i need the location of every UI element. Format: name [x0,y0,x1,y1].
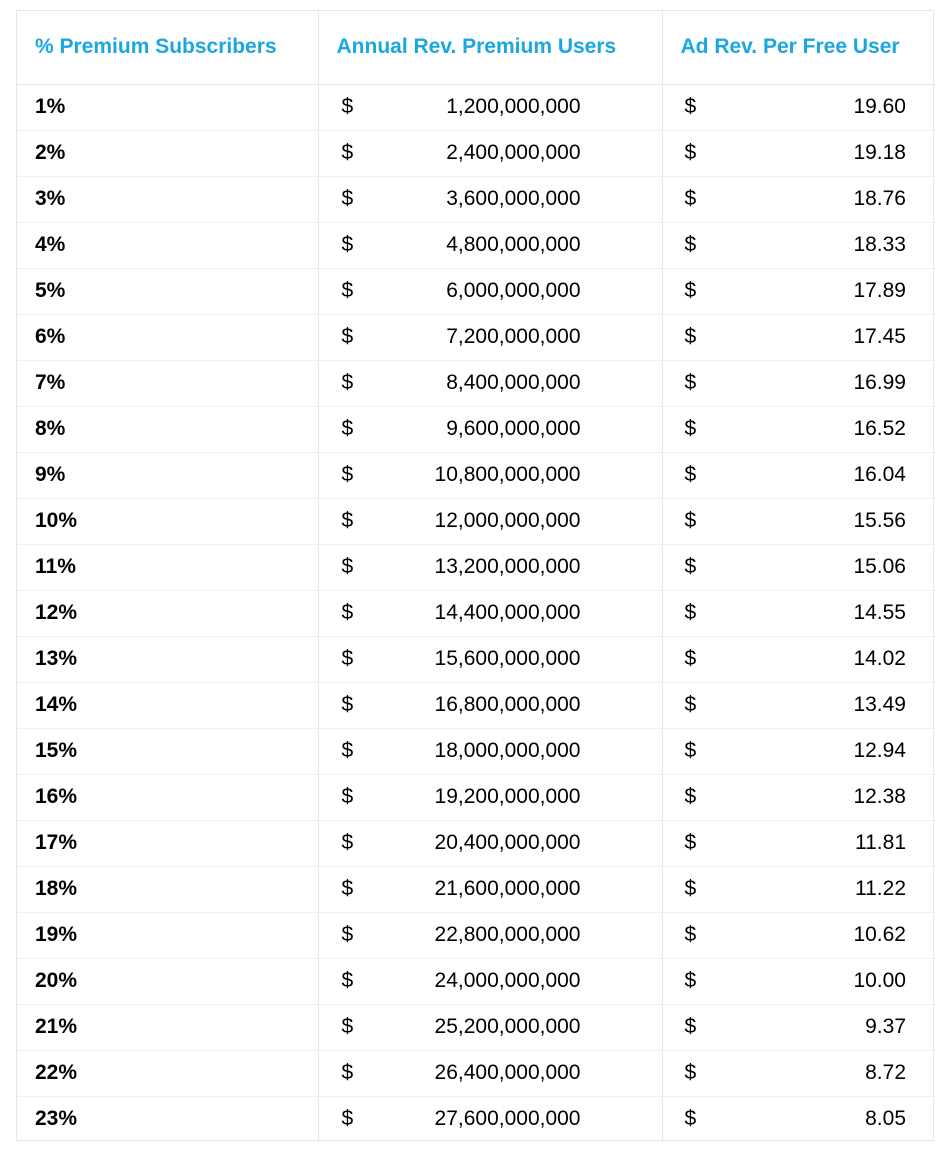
table-row [17,84,935,130]
annual-rev-cell [318,958,662,1004]
annual-rev-value [319,877,662,901]
ad-rev-amount: 15.06 [853,555,906,578]
annual-rev-amount: 15,600,000,000 [434,647,581,670]
currency-symbol: $ [341,463,354,486]
currency-symbol: $ [684,325,697,348]
ad-rev-value [663,463,936,487]
annual-rev-amount: 10,800,000,000 [434,463,581,486]
ad-rev-amount: 16.04 [853,463,906,486]
header-premium-subscribers: % Premium Subscribers [17,11,318,84]
ad-rev-amount: 18.33 [853,233,906,256]
table-row [17,544,935,590]
ad-rev-value [663,877,936,901]
currency-symbol: $ [684,95,697,118]
currency-symbol: $ [684,509,697,532]
ad-rev-value [663,325,936,349]
currency-symbol: $ [341,1015,354,1038]
ad-rev-amount: 13.49 [853,693,906,716]
ad-rev-amount: 19.18 [853,141,906,164]
ad-rev-cell [662,544,935,590]
table-row [17,1004,935,1050]
annual-rev-cell [318,360,662,406]
ad-rev-cell [662,728,935,774]
table-row [17,820,935,866]
table-body [17,84,935,1142]
annual-rev-amount: 6,000,000,000 [446,279,581,302]
annual-rev-cell [318,682,662,728]
annual-rev-value [319,555,662,579]
currency-symbol: $ [684,831,697,854]
annual-rev-amount: 21,600,000,000 [434,877,581,900]
header-ad-rev-per-free-user: Ad Rev. Per Free User [662,11,935,84]
ad-rev-amount: 8.05 [865,1107,906,1131]
currency-symbol: $ [684,877,697,900]
currency-symbol: $ [341,1107,354,1131]
annual-rev-amount: 9,600,000,000 [446,417,581,440]
premium-pct-cell: 14% [17,682,318,728]
table-row [17,222,935,268]
table-row [17,314,935,360]
annual-rev-cell [318,544,662,590]
currency-symbol: $ [341,785,354,808]
ad-rev-value [663,693,936,717]
ad-rev-cell [662,498,935,544]
ad-rev-amount: 10.62 [853,923,906,946]
annual-rev-amount: 4,800,000,000 [446,233,581,256]
premium-pct-cell: 5% [17,268,318,314]
annual-rev-amount: 16,800,000,000 [434,693,581,716]
currency-symbol: $ [341,969,354,992]
annual-rev-cell [318,1004,662,1050]
table-row [17,498,935,544]
currency-symbol: $ [341,693,354,716]
ad-rev-cell [662,1004,935,1050]
annual-rev-cell [318,130,662,176]
annual-rev-cell [318,268,662,314]
table-row [17,728,935,774]
table-row [17,406,935,452]
ad-rev-cell [662,590,935,636]
ad-rev-value [663,647,936,671]
annual-rev-value [319,279,662,303]
premium-pct-cell: 6% [17,314,318,360]
ad-rev-amount: 10.00 [853,969,906,992]
table-row [17,774,935,820]
ad-rev-cell [662,636,935,682]
ad-rev-value [663,279,936,303]
currency-symbol: $ [684,279,697,302]
currency-symbol: $ [341,555,354,578]
currency-symbol: $ [341,601,354,624]
ad-rev-cell [662,176,935,222]
annual-rev-cell [318,452,662,498]
premium-pct-cell: 8% [17,406,318,452]
ad-rev-cell [662,1096,935,1142]
annual-rev-amount: 26,400,000,000 [434,1061,581,1084]
annual-rev-value [319,647,662,671]
ad-rev-amount: 14.55 [853,601,906,624]
ad-rev-cell [662,314,935,360]
ad-rev-cell [662,774,935,820]
currency-symbol: $ [341,371,354,394]
annual-rev-cell [318,498,662,544]
currency-symbol: $ [684,463,697,486]
annual-rev-value [319,601,662,625]
ad-rev-value [663,371,936,395]
annual-rev-value [319,923,662,947]
annual-rev-value [319,417,662,441]
currency-symbol: $ [684,141,697,164]
annual-rev-cell [318,406,662,452]
ad-rev-cell [662,130,935,176]
premium-pct-cell: 19% [17,912,318,958]
premium-pct-cell: 22% [17,1050,318,1096]
table-row [17,590,935,636]
annual-rev-value [319,739,662,763]
table-row [17,452,935,498]
annual-rev-amount: 24,000,000,000 [434,969,581,992]
annual-rev-amount: 18,000,000,000 [434,739,581,762]
ad-rev-amount: 11.81 [855,831,906,854]
currency-symbol: $ [341,1061,354,1084]
annual-rev-cell [318,728,662,774]
annual-rev-cell [318,636,662,682]
ad-rev-value [663,233,936,257]
ad-rev-cell [662,222,935,268]
currency-symbol: $ [341,187,354,210]
ad-rev-cell [662,912,935,958]
annual-rev-cell [318,176,662,222]
table-row [17,866,935,912]
annual-rev-value [319,95,662,119]
premium-pct-cell: 7% [17,360,318,406]
table-row [17,912,935,958]
annual-rev-cell [318,590,662,636]
ad-rev-amount: 11.22 [855,877,906,900]
annual-rev-amount: 8,400,000,000 [446,371,581,394]
annual-rev-value [319,325,662,349]
ad-rev-cell [662,360,935,406]
annual-rev-value [319,371,662,395]
currency-symbol: $ [341,739,354,762]
currency-symbol: $ [341,877,354,900]
premium-pct-cell: 20% [17,958,318,1004]
ad-rev-value [663,417,936,441]
annual-rev-amount: 3,600,000,000 [446,187,581,210]
premium-pct-cell: 1% [17,84,318,130]
ad-rev-cell [662,406,935,452]
ad-rev-amount: 16.99 [853,371,906,394]
table-row [17,130,935,176]
currency-symbol: $ [684,187,697,210]
ad-rev-cell [662,84,935,130]
annual-rev-amount: 20,400,000,000 [434,831,581,854]
premium-pct-cell: 13% [17,636,318,682]
currency-symbol: $ [341,279,354,302]
premium-pct-cell: 10% [17,498,318,544]
currency-symbol: $ [684,693,697,716]
currency-symbol: $ [341,233,354,256]
premium-pct-cell: 3% [17,176,318,222]
currency-symbol: $ [341,647,354,670]
ad-rev-value [663,739,936,763]
ad-rev-amount: 16.52 [853,417,906,440]
ad-rev-value [663,187,936,211]
ad-rev-cell [662,1050,935,1096]
table-row [17,360,935,406]
premium-pct-cell: 2% [17,130,318,176]
annual-rev-value [319,1015,662,1039]
ad-rev-value [663,969,936,993]
revenue-table-container [16,10,934,1141]
currency-symbol: $ [684,785,697,808]
annual-rev-cell [318,866,662,912]
annual-rev-cell [318,1050,662,1096]
premium-pct-cell: 11% [17,544,318,590]
annual-rev-amount: 25,200,000,000 [434,1015,581,1038]
annual-rev-amount: 22,800,000,000 [434,923,581,946]
ad-rev-value [663,923,936,947]
table-row [17,1096,935,1142]
ad-rev-value [663,601,936,625]
annual-rev-cell [318,774,662,820]
annual-rev-value [319,969,662,993]
ad-rev-value [663,1061,936,1085]
table-row [17,682,935,728]
ad-rev-amount: 18.76 [853,187,906,210]
ad-rev-value [663,555,936,579]
currency-symbol: $ [684,923,697,946]
currency-symbol: $ [341,141,354,164]
ad-rev-amount: 8.72 [865,1061,906,1084]
premium-pct-cell: 16% [17,774,318,820]
currency-symbol: $ [684,233,697,256]
annual-rev-amount: 27,600,000,000 [434,1107,581,1131]
annual-rev-cell [318,912,662,958]
annual-rev-cell [318,84,662,130]
premium-pct-cell: 12% [17,590,318,636]
premium-pct-cell: 4% [17,222,318,268]
currency-symbol: $ [684,1107,697,1131]
annual-rev-cell [318,1096,662,1142]
currency-symbol: $ [684,1061,697,1084]
annual-rev-value [319,693,662,717]
currency-symbol: $ [341,417,354,440]
ad-rev-amount: 9.37 [865,1015,906,1038]
table-row [17,636,935,682]
ad-rev-value [663,141,936,165]
annual-rev-value [319,1107,662,1131]
annual-rev-amount: 12,000,000,000 [434,509,581,532]
revenue-table [17,11,935,1142]
currency-symbol: $ [684,969,697,992]
table-row [17,1050,935,1096]
currency-symbol: $ [341,95,354,118]
ad-rev-amount: 12.94 [853,739,906,762]
ad-rev-cell [662,268,935,314]
premium-pct-cell: 18% [17,866,318,912]
ad-rev-amount: 19.60 [853,95,906,118]
annual-rev-amount: 19,200,000,000 [434,785,581,808]
ad-rev-amount: 15.56 [853,509,906,532]
premium-pct-cell: 23% [17,1096,318,1142]
currency-symbol: $ [684,647,697,670]
premium-pct-cell: 17% [17,820,318,866]
annual-rev-cell [318,222,662,268]
ad-rev-value [663,95,936,119]
ad-rev-cell [662,452,935,498]
premium-pct-cell: 15% [17,728,318,774]
ad-rev-amount: 17.45 [853,325,906,348]
annual-rev-value [319,463,662,487]
currency-symbol: $ [684,555,697,578]
ad-rev-cell [662,866,935,912]
currency-symbol: $ [684,371,697,394]
annual-rev-amount: 13,200,000,000 [434,555,581,578]
table-row [17,958,935,1004]
ad-rev-value [663,1107,936,1131]
currency-symbol: $ [684,601,697,624]
currency-symbol: $ [341,923,354,946]
ad-rev-amount: 17.89 [853,279,906,302]
ad-rev-cell [662,958,935,1004]
annual-rev-value [319,509,662,533]
annual-rev-value [319,233,662,257]
ad-rev-amount: 14.02 [853,647,906,670]
premium-pct-cell: 21% [17,1004,318,1050]
annual-rev-value [319,831,662,855]
ad-rev-cell [662,820,935,866]
annual-rev-cell [318,820,662,866]
annual-rev-value [319,1061,662,1085]
annual-rev-cell [318,314,662,360]
premium-pct-cell: 9% [17,452,318,498]
annual-rev-value [319,141,662,165]
ad-rev-value [663,509,936,533]
annual-rev-value [319,187,662,211]
ad-rev-value [663,785,936,809]
table-header-row [17,11,935,84]
ad-rev-amount: 12.38 [853,785,906,808]
header-annual-rev-premium: Annual Rev. Premium Users [318,11,662,84]
table-row [17,268,935,314]
currency-symbol: $ [684,739,697,762]
currency-symbol: $ [341,325,354,348]
currency-symbol: $ [341,509,354,532]
annual-rev-amount: 1,200,000,000 [446,95,581,118]
annual-rev-amount: 7,200,000,000 [446,325,581,348]
annual-rev-amount: 2,400,000,000 [446,141,581,164]
currency-symbol: $ [684,417,697,440]
annual-rev-value [319,785,662,809]
currency-symbol: $ [684,1015,697,1038]
annual-rev-amount: 14,400,000,000 [434,601,581,624]
ad-rev-cell [662,682,935,728]
currency-symbol: $ [341,831,354,854]
table-row [17,176,935,222]
ad-rev-value [663,831,936,855]
ad-rev-value [663,1015,936,1039]
